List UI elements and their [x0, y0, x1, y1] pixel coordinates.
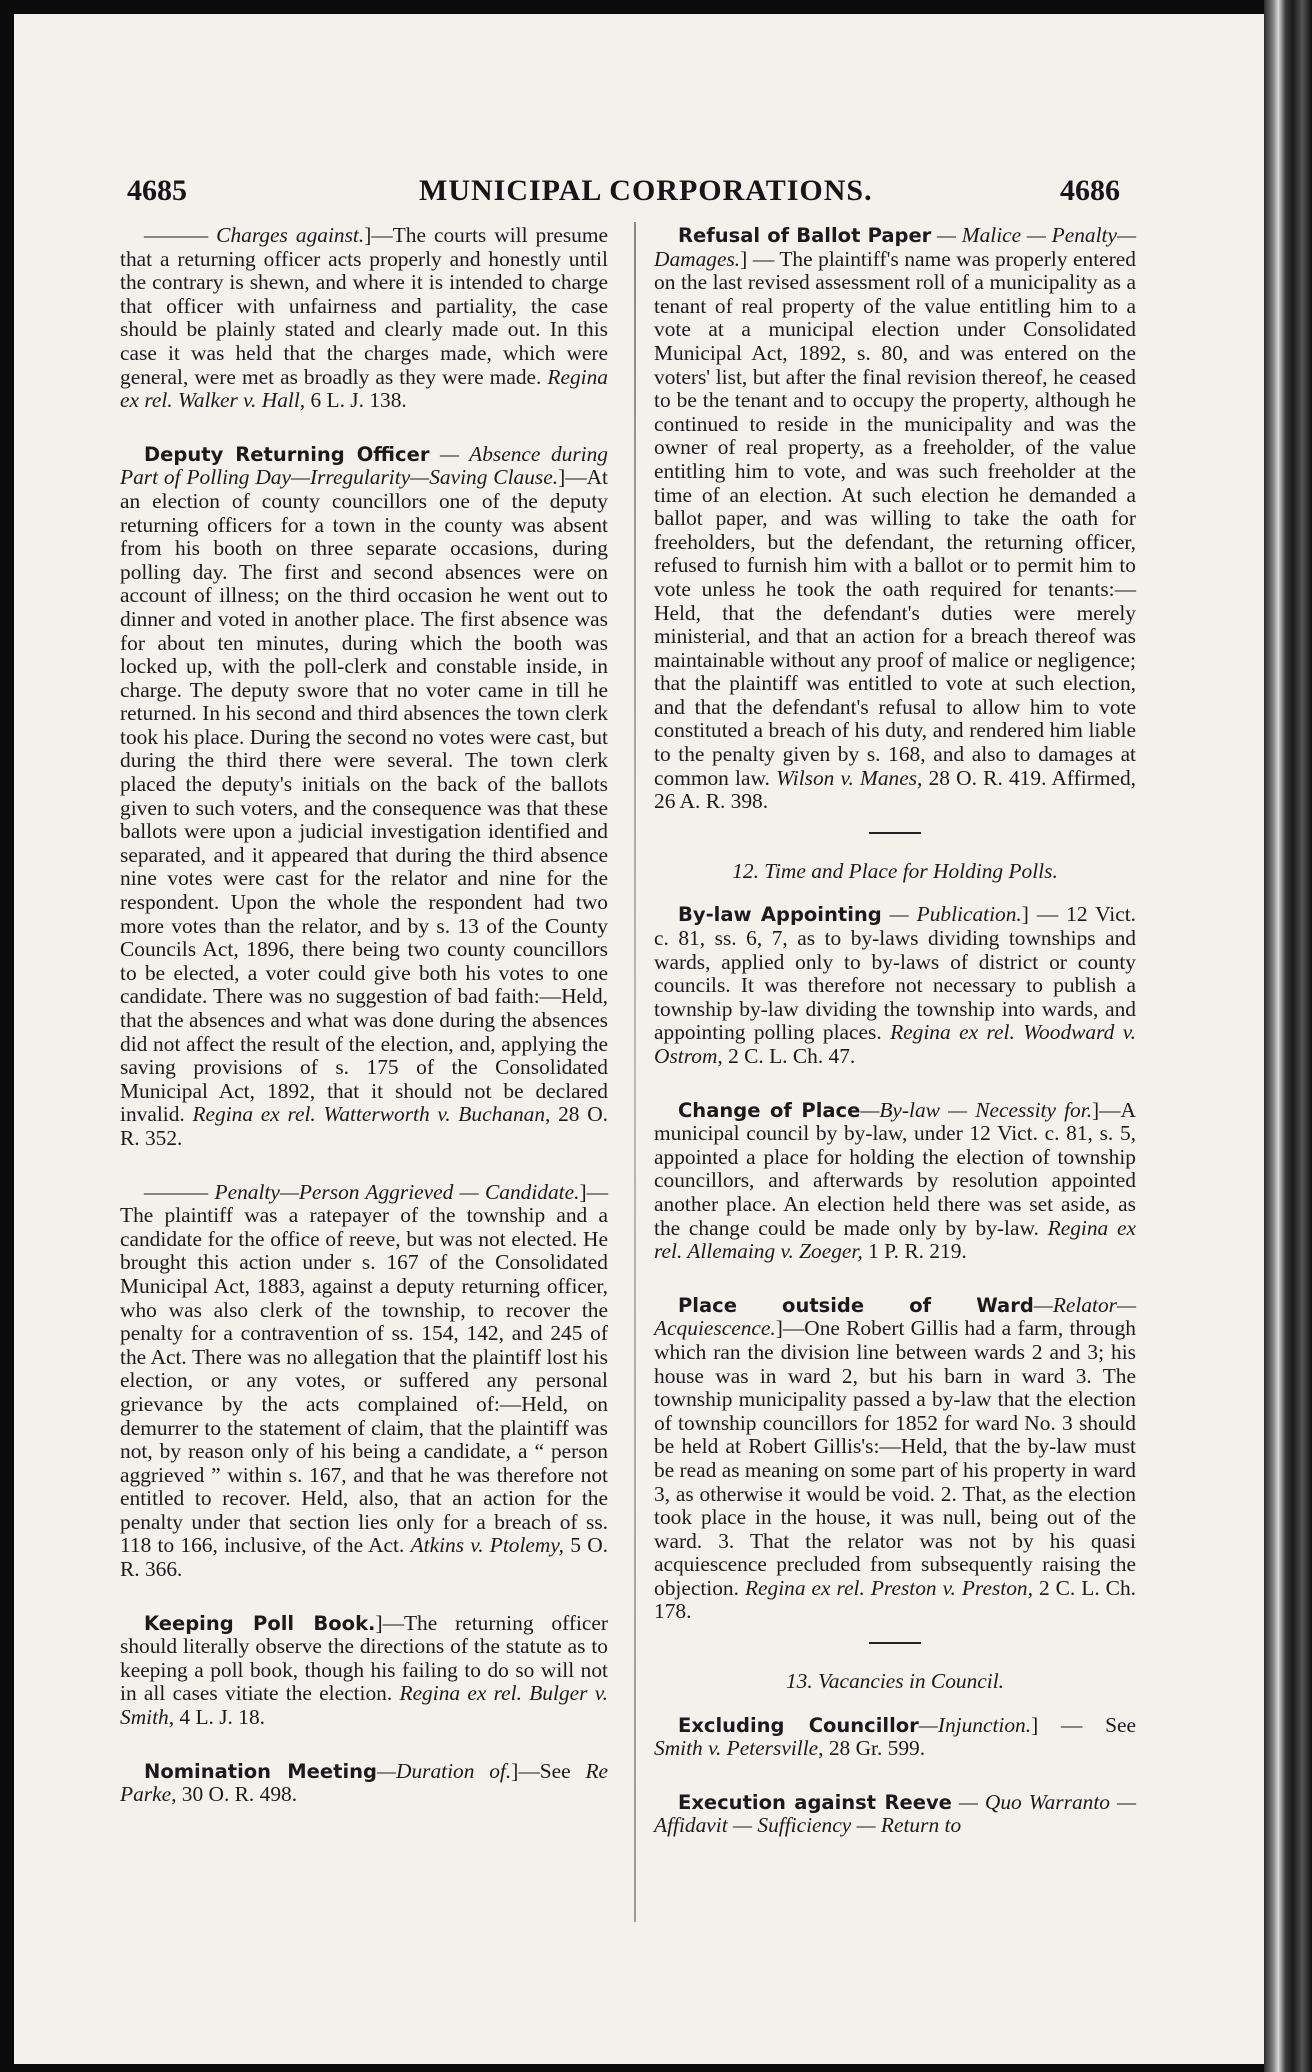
- entry-text: ]—At an election of county councillors one of the deputy returning officers for a town in the county was absent from his booth on three separate occasions, during polling day. The first and second absences were on account of illness; on the third occasion he went out to dinner and voted in another place. The first absence was for about ten minutes, during which the booth was locked up, with the poll-clerk and constable inside, in charge. The deputy swore that no voter came in till he returned. In his second and third absences the town clerk took his place. During the second no votes were cast, but during the third there were several. The town clerk placed the deputy's initials on the back of the ballots given to such voters, and the consequence was that these ballots were upon a judicial investigation identified and separated, and it appeared that during the third absence nine votes were cast for the relator and nine for the respondent. Upon the whole the respondent had two more votes than the relator, and by s. 13 of the County Councils Act, 1896, there being two county councillors to be elected, a voter could give both his votes to one candidate. There was no suggestion of bad faith:—Held, that the absences and what was done during the absences did not affect the result of the election, and, applying the saving provisions of s. 175 of the Consolidated Municipal Act, 1892, that it should not be declared invalid.: [120, 465, 608, 1127]
- subheading: —Duration of.: [376, 1758, 512, 1783]
- citation: 28 O. R. 419. Affirmed, 26 A. R. 398.: [654, 765, 1136, 814]
- entry-execution-against-reeve: [654, 1791, 1136, 1838]
- subheading: — Absence during Part of Polling Day—Irregularity—Saving Clause.: [120, 441, 608, 490]
- citation: 6 L. J. 138.: [305, 388, 407, 413]
- column-divider: [634, 222, 636, 1922]
- entry-paragraph: [120, 224, 608, 413]
- headword: By-law Appointing: [678, 903, 882, 927]
- case-name: Regina ex rel. Bulger v. Smith,: [120, 1681, 608, 1730]
- book-spine-edge: [1264, 0, 1312, 2072]
- case-name: Wilson v. Manes,: [776, 765, 923, 790]
- subheading: — Malice — Penalty—Damages.: [654, 223, 1137, 271]
- citation: 2 C. L. Ch. 47.: [722, 1044, 856, 1068]
- book-page: [14, 14, 1264, 2064]
- entry-paragraph: [654, 1791, 1136, 1838]
- case-name: Regina ex rel. Allemaing v. Zoeger,: [654, 1215, 1136, 1264]
- citation: 4 L. J. 18.: [174, 1705, 265, 1730]
- entry-deputy-returning-officer: [120, 443, 608, 1151]
- case-name: Re Parke,: [120, 1758, 608, 1807]
- entry-text: ]—The plaintiff was a ratepayer of the township and a candidate for the office of reeve, but was not elected. He brought this action under s. 167 of the Consolidated Municipal Act, 1883, against a deputy returning officer, who was also clerk of the township, to recover the penalty for a contravention of ss. 154, 142, and 245 of the Act. There was no allegation that the plaintiff lost his election, or any votes, or suffered any personal grievance by the acts complained of:—Held, on demurrer to the statement of claim, that the plaintiff was not, by reason only of his being a candidate, a “ person aggrieved ” within s. 167, and that he was therefore not entitled to recover. Held, also, that an action for the penalty under that section lies only for a breach of ss. 118 to 166, inclusive, of the Act.: [120, 1179, 608, 1558]
- entry-paragraph: [654, 1714, 1136, 1761]
- em-dash: ———: [144, 223, 209, 247]
- entry-excluding-councillor: [654, 1714, 1136, 1761]
- entry-paragraph: [654, 1294, 1136, 1624]
- subheading: Penalty—Person Aggrieved — Candidate.: [214, 1179, 580, 1204]
- entry-text: ]—See: [511, 1758, 586, 1783]
- entry-place-outside-of-ward: [654, 1294, 1136, 1624]
- entry-text: ]—One Robert Gillis had a farm, through which ran the division line between wards 2 and 3; his house was in ward 2, but his barn in ward 3. The township municipality passed a by-law that the election of township councillors for 1852 for ward No. 3 should be held at Robert Gillis's:—Held, that the by-law must be read as meaning on some part of his property in ward 3, as otherwise it would be void. 2. That, as the election took place in the house, it was null, being out of the ward. 3. That the relator was not by his quasi acquiescence precluded from subsequently raising the objection.: [654, 1316, 1136, 1600]
- headword: Deputy Returning Officer: [144, 442, 430, 466]
- entry-keeping-poll-book: [120, 1612, 608, 1730]
- running-title: MUNICIPAL CORPORATIONS.: [419, 174, 873, 207]
- section-rule: [869, 832, 921, 834]
- entry-text: ]—The courts will presume that a returning officer acts properly and honestly until the contrary is shewn, and where it is intended to charge that officer with unfairness and partiality, the case should be plainly stated and clearly made out. In this case it was held that the charges made, which were general, were met as broadly as they were made.: [120, 223, 608, 389]
- entry-penalty-person-aggrieved: [120, 1181, 608, 1582]
- entry-paragraph: [120, 1181, 608, 1582]
- subheading: Charges against.: [216, 223, 365, 247]
- case-name: Smith v. Petersville,: [654, 1736, 824, 1761]
- entry-paragraph: [654, 1099, 1136, 1264]
- case-name: Regina ex rel. Walker v. Hall,: [120, 364, 608, 413]
- case-name: Regina ex rel. Preston v. Preston,: [744, 1575, 1033, 1600]
- entry-text: ] — 12 Vict. c. 81, ss. 6, 7, as to by-laws dividing townships and wards, applied only to by-laws of district or county councils. It was therefore not necessary to publish a township by-law dividing the township into wards, and appointing polling places.: [654, 902, 1137, 1045]
- subheading: —By-law — Necessity for.: [860, 1097, 1093, 1122]
- subheading: —Injunction.: [918, 1712, 1032, 1737]
- entry-paragraph: [120, 1760, 608, 1807]
- page-number-left: 4685: [127, 174, 187, 207]
- headword: Change of Place: [678, 1098, 861, 1122]
- case-name: Regina ex rel. Woodward v. Ostrom,: [654, 1020, 1136, 1068]
- em-dash: ———: [144, 1179, 209, 1204]
- citation: 1 P. R. 219.: [862, 1239, 967, 1264]
- entry-paragraph: [120, 1612, 608, 1730]
- section-rule: [869, 1642, 921, 1644]
- entry-charges-against: [120, 224, 608, 413]
- left-column: [120, 224, 608, 1837]
- case-name: Regina ex rel. Watterworth v. Buchanan,: [192, 1102, 551, 1127]
- entry-by-law-appointing: [654, 903, 1136, 1068]
- entry-change-of-place: [654, 1099, 1136, 1264]
- page-number-right: 4686: [1060, 174, 1120, 207]
- right-column: [654, 224, 1136, 1868]
- subheading: — Quo Warranto — Affidavit — Sufficiency — Return to: [654, 1789, 1136, 1838]
- citation: 28 Gr. 599.: [823, 1736, 926, 1761]
- entry-text: ]—A municipal council by by-law, under 12 Vict. c. 81, s. 5, appointed a place for holding the election of township councillors, and afterwards by resolution appointed another place. An election held there was set aside, as the change could be made only by by-law.: [654, 1097, 1137, 1240]
- case-name: Atkins v. Ptolemy,: [410, 1533, 565, 1558]
- subheading: — Publication.: [881, 902, 1022, 927]
- citation: 28 O. R. 352.: [120, 1102, 608, 1150]
- section-heading-12: 12. Time and Place for Holding Polls.: [732, 858, 1058, 883]
- entry-paragraph: [654, 903, 1136, 1068]
- headword: Execution against Reeve: [678, 1790, 952, 1814]
- subheading: —Relator—Acquiescence.: [654, 1292, 1136, 1341]
- entry-paragraph: [654, 224, 1136, 814]
- headword: Place outside of Ward: [678, 1293, 1034, 1317]
- entry-text: ] — See: [1031, 1712, 1136, 1737]
- citation: 30 O. R. 498.: [176, 1782, 298, 1807]
- entry-text: ]—The returning officer should literally observe the directions of the statute as to keeping a poll book, though his failing to do so will not in all cases vitiate the election.: [120, 1610, 609, 1706]
- entry-text: ] — The plaintiff's name was properly entered on the last revised assessment roll of a municipality as a tenant of real property of the value entitling him to a vote at a municipal election under Consolidated Municipal Act, 1892, s. 80, and was entered on the voters' list, but after the final revision thereof, he ceased to be the tenant and to occupy the property, although he continued to reside in the municipality and was the owner of real property, as a freeholder, of the value entitling him to vote, and was such freeholder at the time of an election. At such election he demanded a ballot paper, and was willing to take the oath for freeholders, but the defendant, the returning officer, refused to furnish him with a ballot or to permit him to vote unless he took the oath required for tenants:—Held, that the defendant's duties were merely ministerial, and that an action for a breach thereof was maintainable without any proof of malice or negligence; that the plaintiff was entitled to vote at such election, and that the defendant's refusal to allow him to vote constituted a breach of his duty, and rendered him liable to the penalty given by s. 168, and also to damages at common law.: [654, 246, 1136, 790]
- entry-paragraph: [120, 443, 608, 1151]
- headword: Keeping Poll Book.: [144, 1611, 376, 1635]
- entry-nomination-meeting: [120, 1760, 608, 1807]
- citation: 5 O. R. 366.: [120, 1533, 609, 1582]
- running-header: [14, 174, 1264, 214]
- headword: Excluding Councillor: [678, 1713, 919, 1737]
- headword: Nomination Meeting: [144, 1759, 377, 1783]
- citation: 2 C. L. Ch. 178.: [654, 1575, 1136, 1624]
- entry-refusal-of-ballot-paper: [654, 224, 1136, 814]
- headword: Refusal of Ballot Paper: [678, 224, 932, 247]
- section-heading-13: 13. Vacancies in Council.: [785, 1669, 1005, 1694]
